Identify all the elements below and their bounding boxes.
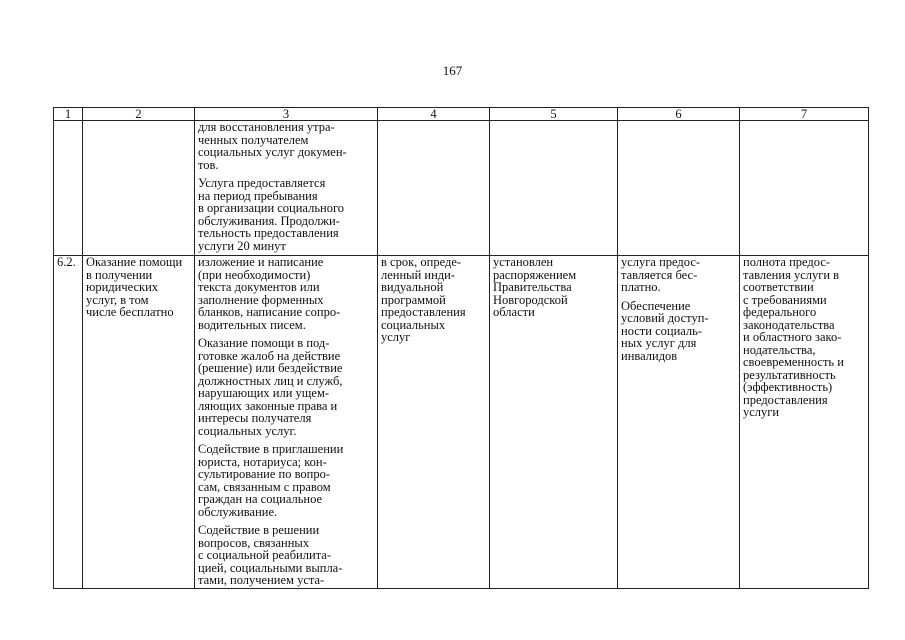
row1-col3-paragraph-2: Услуга предоставляется на период пребывания в организации социального обслуживания. Продолжи- тельность предоставления услуги 20 минут: [198, 176, 345, 253]
row2-timing-text: в срок, опреде- ленный инди- видуальной программой предоставления социальных услуг: [381, 255, 466, 344]
services-table: [53, 107, 869, 589]
header-col-2: 2: [83, 108, 195, 121]
row2-number: 6.2.: [54, 256, 83, 589]
row2-description-paragraph-3: Содействие в приглашении юриста, нотариуса; кон- сультирование по вопро- сам, связанным с правом граждан на социальное обслуживание.: [198, 442, 344, 519]
header-col-5: 5: [490, 108, 618, 121]
row2-description-paragraph-4: Содействие в решении вопросов, связанных с социальной реабилита- цией, социальными выпла- тами, получением уста-: [198, 523, 343, 587]
row2-tariff: [490, 256, 618, 589]
row2-description-paragraph-1: изложение и написание (при необходимости) текста документов или заполнение форменных бланков, написание сопро- водительных писем.: [198, 255, 341, 332]
row2-quality-indicators: [740, 256, 869, 589]
row1-col2: [83, 121, 195, 256]
row1-col4: [378, 121, 490, 256]
row2-conditions-paragraph-1: услуга предос- тавляется бес- платно.: [621, 255, 701, 294]
row1-col7: [740, 121, 869, 256]
row2-description-paragraph-2: Оказание помощи в под- готовке жалоб на действие (решение) или бездействие должностных лиц и служб, нарушающих или ущем- ляющих законные права и интересы получателя социальных услуг.: [198, 336, 343, 438]
header-col-4: 4: [378, 108, 490, 121]
row1-col3: [195, 121, 378, 256]
header-col-3: 3: [195, 108, 378, 121]
table-row: [54, 256, 869, 589]
row2-service-name: [83, 256, 195, 589]
row2-tariff-text: установлен распоряжением Правительства Новгородской области: [493, 255, 577, 319]
page-number: 167: [442, 63, 463, 78]
row1-col5: [490, 121, 618, 256]
row2-service-name-text: Оказание помощи в получении юридических услуг, в том числе бесплатно: [86, 255, 183, 319]
table-row: [54, 121, 869, 256]
row2-quality-indicators-text: полнота предос- тавления услуги в соответствии с требованиями федерального законодательства и областного зако- нодательства, своевременность и результативность (эффективность) предоставления услуги: [743, 255, 844, 419]
header-row: [54, 108, 869, 121]
row1-col3-paragraph-1: для восстановления утра- ченных получателем социальных услуг докумен- тов.: [198, 120, 347, 172]
header-col-6: 6: [618, 108, 740, 121]
row2-description: [195, 256, 378, 589]
row2-timing: [378, 256, 490, 589]
row1-col1: [54, 121, 83, 256]
header-col-1: 1: [54, 108, 83, 121]
row2-conditions-paragraph-2: Обеспечение условий доступ- ности социаль- ных услуг для инвалидов: [621, 298, 709, 363]
header-col-7: 7: [740, 108, 869, 121]
row2-conditions: [618, 256, 740, 589]
row1-col6: [618, 121, 740, 256]
